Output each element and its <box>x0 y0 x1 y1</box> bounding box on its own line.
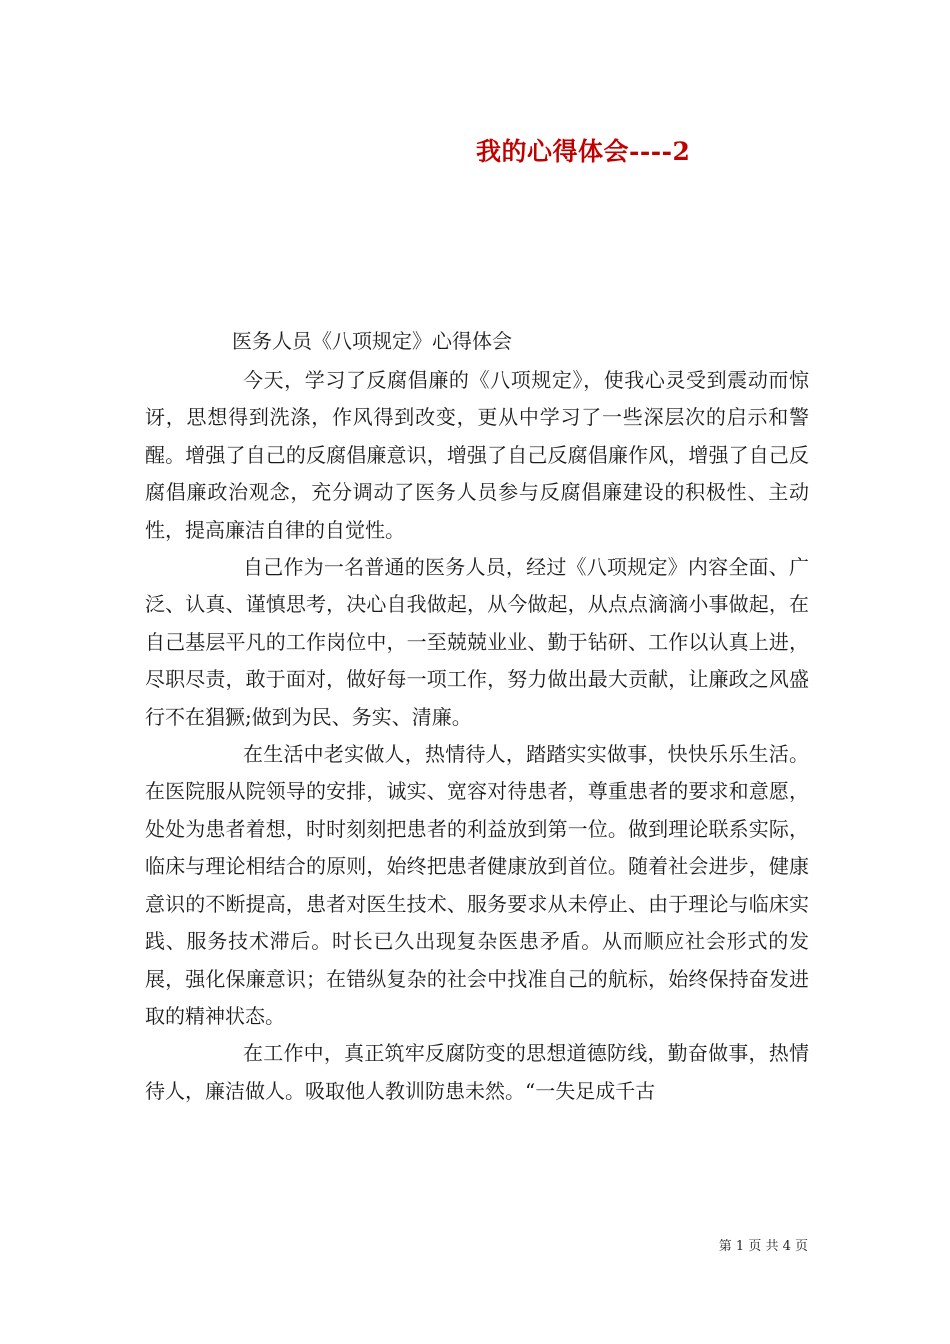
page-title: 我的心得体会----2 <box>476 137 691 166</box>
paragraph: 在工作中，真正筑牢反腐防变的思想道德防线，勤奋做事，热情待人，廉洁做人。吸取他人教训防患未然。“一失足成千古 <box>145 1041 809 1103</box>
document-subtitle: 医务人员《八项规定》心得体会 <box>232 329 512 353</box>
paragraph: 自己作为一名普通的医务人员，经过《八项规定》内容全面、广泛、认真、谨慎思考，决心自我做起，从今做起，从点点滴滴小事做起，在自己基层平凡的工作岗位中，一至兢兢业业、勤于钻研、工作以认真上进，尽职尽责，敢于面对，做好每一项工作，努力做出最大贡献，让廉政之风盛行不在猖獗;做到为民、务实、清廉。 <box>145 555 809 729</box>
paragraph: 在生活中老实做人，热情待人，踏踏实实做事，快快乐乐生活。在医院服从院领导的安排，诚实、宽容对待患者，尊重患者的要求和意愿，处处为患者着想，时时刻刻把患者的利益放到第一位。做到理论联系实际，临床与理论相结合的原则，始终把患者健康放到首位。随着社会进步，健康意识的不断提高，患者对医生技术、服务要求从未停止、由于理论与临床实践、服务技术滞后。时长已久出现复杂医患矛盾。从而顺应社会形式的发展，强化保廉意识；在错纵复杂的社会中找准自己的航标，始终保持奋发进取的精神状态。 <box>145 742 809 1028</box>
page-footer: 第 1 页 共 4 页 <box>718 1239 808 1254</box>
document-body <box>145 362 809 1110</box>
paragraph: 今天，学习了反腐倡廉的《八项规定》，使我心灵受到震动而惊讶，思想得到洗涤，作风得到改变，更从中学习了一些深层次的启示和警醒。增强了自己的反腐倡廉意识，增强了自己反腐倡廉作风，增强了自己反腐倡廉政治观念，充分调动了医务人员参与反腐倡廉建设的积极性、主动性，提高廉洁自律的自觉性。 <box>145 368 809 542</box>
